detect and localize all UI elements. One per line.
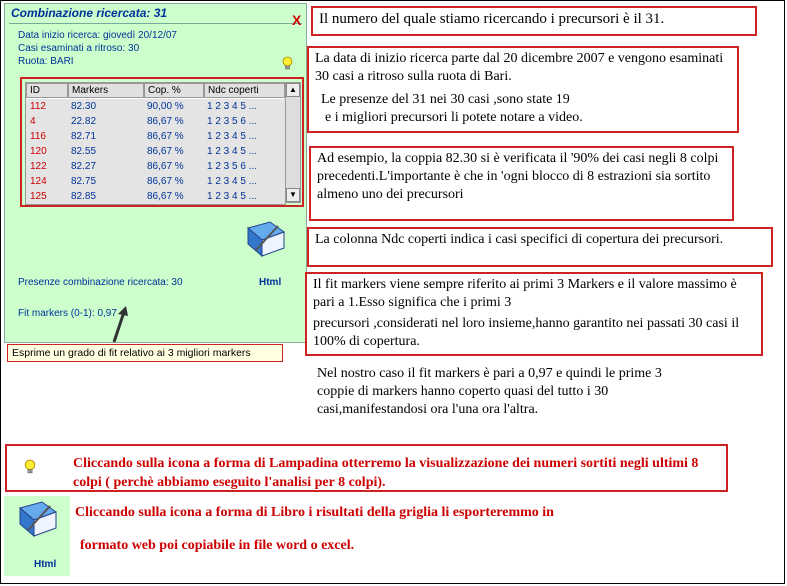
note-date-text-b: Le presenze del 31 nei 30 casi ,sono state 19 (321, 92, 570, 107)
book-export-icon[interactable] (244, 220, 288, 260)
cell-ndc: 1 2 3 4 5 ... (207, 191, 258, 202)
scroll-up-icon[interactable]: ▲ (286, 83, 300, 97)
presence-label: Presenze combinazione ricercata: 30 (18, 277, 183, 288)
html-label: Html (34, 559, 57, 570)
col-header-id[interactable]: ID (26, 83, 68, 98)
cell-ndc: 1 2 3 4 5 ... (207, 101, 258, 112)
cell-cop: 86,67 % (147, 131, 184, 142)
note-case-text: Nel nostro caso il fit markers è pari a 0,97 e quindi le prime 3 coppie di markers hanno coperto quasi del tutto i 30 casi,manifestandosi ora l'una ora l'altra. (317, 366, 662, 417)
cell-markers: 82.75 (71, 176, 97, 187)
col-header-markers[interactable]: Markers (68, 83, 144, 98)
search-panel (4, 3, 307, 343)
cell-ndc: 1 2 3 5 6 ... (207, 161, 258, 172)
cell-id: 4 (30, 116, 36, 127)
cell-ndc: 1 2 3 4 5 ... (207, 131, 258, 142)
note-fit-text-a: Il fit markers viene sempre riferito ai primi 3 Markers e il valore massimo è pari a 1.Esso significa che i primi 3 (313, 277, 737, 310)
title-divider (9, 23, 302, 24)
note-fit (305, 272, 763, 356)
note-ndc (307, 227, 773, 267)
cell-cop: 86,67 % (147, 176, 184, 187)
note-case (309, 361, 682, 437)
close-button[interactable]: X (292, 12, 302, 28)
markers-grid[interactable] (25, 82, 286, 205)
cell-id: 125 (30, 191, 47, 202)
table-row[interactable] (26, 129, 285, 144)
note-number-text: Il numero del quale stiamo ricercando i precursori è il 31. (319, 11, 665, 27)
note-date-text-c: e i migliori precursori li potete notare a video. (325, 110, 583, 125)
scroll-down-icon[interactable]: ▼ (286, 188, 300, 202)
cell-cop: 86,67 % (147, 146, 184, 157)
bulb-explanation (5, 444, 728, 492)
lightbulb-icon[interactable] (281, 56, 294, 71)
grid-scrollbar[interactable] (285, 82, 301, 203)
table-row[interactable] (26, 99, 285, 114)
note-ndc-text: La colonna Ndc coperti indica i casi specifici di copertura dei precursori. (315, 232, 724, 247)
cell-id: 124 (30, 176, 47, 187)
table-row[interactable] (26, 114, 285, 129)
panel-title: Combinazione ricercata: 31 (11, 6, 168, 20)
cell-id: 120 (30, 146, 47, 157)
cases-label: Casi esaminati a ritroso: 30 (18, 43, 140, 54)
fit-tooltip: Esprime un grado di fit relativo ai 3 migliori markers (7, 344, 283, 362)
tooltip-arrow-icon (110, 306, 130, 344)
cell-ndc: 1 2 3 5 6 ... (207, 116, 258, 127)
book-explanation-text-a: Cliccando sulla icona a forma di Libro i risultati della griglia li esporteremmo in (75, 505, 554, 520)
book-explanation-text-b: formato web poi copiabile in file word o excel. (80, 538, 355, 553)
cell-cop: 86,67 % (147, 116, 184, 127)
wheel-label: Ruota: BARI (18, 56, 74, 67)
book-icon-box (4, 496, 70, 576)
note-fit-text-b: precursori ,considerati nel loro insieme,hanno garantito nei passati 30 casi il 100% di copertura. (313, 316, 740, 349)
start-date-label: Data inizio ricerca: giovedì 20/12/07 (18, 30, 177, 41)
cell-markers: 82.27 (71, 161, 97, 172)
table-row[interactable] (26, 189, 285, 204)
note-number (311, 6, 757, 36)
note-date-text-a: La data di inizio ricerca parte dal 20 dicembre 2007 e vengono esaminati 30 casi a ritroso sulla ruota di Bari. (315, 51, 724, 84)
cell-markers: 82.55 (71, 146, 97, 157)
lightbulb-icon (23, 459, 37, 475)
note-example (309, 146, 734, 221)
cell-markers: 82.30 (71, 101, 97, 112)
table-row[interactable] (26, 159, 285, 174)
markers-grid-frame (20, 77, 304, 207)
cell-ndc: 1 2 3 4 5 ... (207, 176, 258, 187)
bulb-explanation-text: Cliccando sulla icona a forma di Lampadina otterremo la visualizzazione dei numeri sortiti negli ultimi 8 colpi ( perchè abbiamo eseguito l'analisi per 8 colpi). (73, 456, 699, 490)
cell-ndc: 1 2 3 4 5 ... (207, 146, 258, 157)
cell-markers: 82.85 (71, 191, 97, 202)
html-label: Html (259, 277, 282, 288)
note-example-text: Ad esempio, la coppia 82.30 si è verificata il '90% dei casi negli 8 colpi precedenti.L'importante è che in 'ogni blocco di 8 estrazioni sia sortito almeno uno dei precursori (317, 151, 719, 202)
cell-markers: 22.82 (71, 116, 97, 127)
col-header-ndc[interactable]: Ndc coperti (204, 83, 285, 98)
table-row[interactable] (26, 144, 285, 159)
col-header-cop[interactable]: Cop. % (144, 83, 204, 98)
cell-markers: 82.71 (71, 131, 97, 142)
cell-id: 122 (30, 161, 47, 172)
book-icon (16, 500, 60, 540)
cell-id: 116 (30, 131, 46, 142)
table-row[interactable] (26, 174, 285, 189)
note-date (307, 46, 739, 133)
cell-cop: 86,67 % (147, 161, 184, 172)
cell-cop: 86,67 % (147, 191, 184, 202)
fit-markers-label: Fit markers (0-1): 0,97 (18, 308, 117, 319)
cell-cop: 90,00 % (147, 101, 184, 112)
cell-id: 112 (30, 101, 46, 112)
